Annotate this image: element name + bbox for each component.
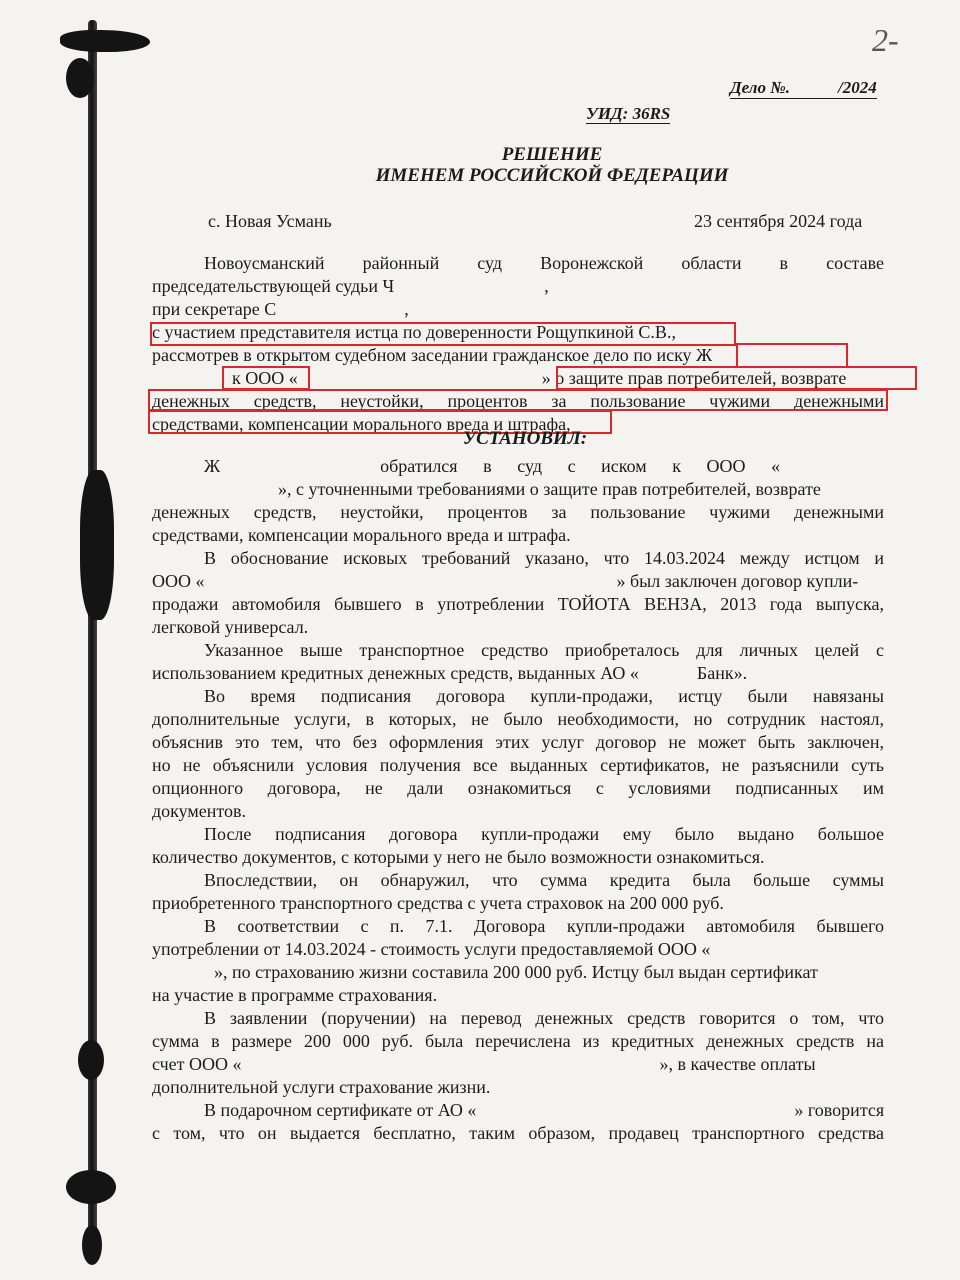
body-line: », с уточненными требованиями о защите прав потребителей, возврате bbox=[278, 479, 821, 499]
doc-subtitle: ИМЕНЕМ РОССИЙСКОЙ ФЕДЕРАЦИИ bbox=[375, 165, 729, 186]
intro-line: денежных средств, неустойки, процентов за пользование чужими денежными bbox=[152, 391, 884, 411]
intro-line: рассмотрев в открытом судебном заседании гражданское дело по иску Ж bbox=[152, 345, 713, 365]
body-line: денежных средств, неустойки, процентов за пользование чужими денежными bbox=[152, 502, 884, 522]
intro-line: Новоусманский районный суд Воронежской области в составе bbox=[204, 253, 884, 273]
body-line: средствами, компенсации морального вреда и штрафа. bbox=[152, 525, 571, 545]
scan-smudge bbox=[80, 470, 114, 620]
intro-line: к ООО « » о защите прав потребителей, возврате bbox=[232, 368, 847, 388]
body-line: но не объяснили условия получения все выданных сертификатов, не разъяснили суть bbox=[152, 755, 884, 775]
scan-smudge bbox=[66, 58, 94, 98]
body-line: объяснив это тем, что без оформления этих услуг договор не может быть заключен, bbox=[152, 732, 884, 752]
highlight-box bbox=[150, 322, 736, 346]
body-line: количество документов, с которыми у него не было возможности ознакомиться. bbox=[152, 847, 765, 867]
body-line: », по страхованию жизни составила 200 000 руб. Истцу был выдан сертификат bbox=[214, 962, 818, 982]
uid-line bbox=[586, 104, 670, 124]
scan-smudge bbox=[66, 1170, 116, 1204]
body-line: счет ООО « », в качестве оплаты bbox=[152, 1054, 816, 1074]
body-line: на участие в программе страхования. bbox=[152, 985, 438, 1005]
body-line: В соответствии с п. 7.1. Договора купли-продажи автомобиля бывшего bbox=[204, 916, 884, 936]
intro-line-highlighted: с участием представителя истца по доверенности Рощупкиной С.В., bbox=[152, 322, 676, 342]
body-line: дополнительной услуги страхование жизни. bbox=[152, 1077, 491, 1097]
date: 23 сентября 2024 года bbox=[694, 211, 863, 231]
highlight-box bbox=[148, 389, 888, 411]
body-line: Во время подписания договора купли-продажи, истцу были навязаны bbox=[204, 686, 884, 706]
intro-line: председательствующей судьи Ч , bbox=[152, 276, 549, 296]
body-line: ООО « » был заключен договор купли- bbox=[152, 571, 859, 591]
body-line: с том, что он выдается бесплатно, таким образом, продавец транспортного средства bbox=[152, 1123, 884, 1143]
corner-mark: 2- bbox=[872, 22, 899, 58]
section-heading: УСТАНОВИЛ: bbox=[462, 428, 588, 449]
body-line: В подарочном сертификате от АО « » говорится bbox=[204, 1100, 885, 1120]
place: с. Новая Усмань bbox=[208, 211, 332, 231]
body-line: В заявлении (поручении) на перевод денежных средств говорится о том, что bbox=[204, 1008, 884, 1028]
highlight-box bbox=[736, 343, 848, 368]
body-line: сумма в размере 200 000 руб. была перечислена из кредитных денежных средств на bbox=[152, 1031, 884, 1051]
intro-line: при секретаре С , bbox=[152, 299, 409, 319]
intro-line: средствами, компенсации морального вреда и штрафа, bbox=[152, 414, 571, 434]
highlight-box bbox=[222, 366, 310, 390]
doc-title: РЕШЕНИЕ bbox=[501, 144, 603, 165]
uid-prefix: УИД: 36RS bbox=[586, 104, 671, 123]
body-line: В обоснование исковых требований указано, что 14.03.2024 между истцом и bbox=[204, 548, 884, 568]
body-line: использованием кредитных денежных средств, выданных АО « Банк». bbox=[152, 663, 748, 683]
body-line: легковой универсал. bbox=[152, 617, 309, 637]
body-line: продажи автомобиля бывшего в употреблении ТОЙОТА ВЕНЗА, 2013 года выпуска, bbox=[152, 594, 884, 614]
scan-smudge bbox=[78, 1040, 104, 1080]
case-number bbox=[730, 78, 877, 99]
body-line: Ж обратился в суд с иском к ООО « bbox=[204, 456, 781, 476]
body-line: документов. bbox=[152, 801, 247, 821]
body-block bbox=[152, 455, 884, 1145]
body-line: Впоследствии, он обнаружил, что сумма кредита была больше суммы bbox=[204, 870, 884, 890]
body-line: опционного договора, не дали ознакомиться с условиями подписанных им bbox=[152, 778, 884, 798]
body-line: Указанное выше транспортное средство приобреталось для личных целей с bbox=[204, 640, 884, 660]
highlight-box bbox=[556, 366, 917, 390]
body-line: После подписания договора купли-продажи ему было выдано большое bbox=[204, 824, 884, 844]
case-year: /2024 bbox=[838, 78, 877, 97]
body-line: приобретенного транспортного средства с учета страховок на 200 000 руб. bbox=[152, 893, 724, 913]
case-prefix: Дело №. bbox=[730, 78, 791, 97]
scan-smudge bbox=[60, 30, 150, 52]
scan-smudge bbox=[82, 1225, 102, 1265]
body-line: дополнительные услуги, в которых, не было необходимости, но сотрудник настоял, bbox=[152, 709, 884, 729]
body-line: употреблении от 14.03.2024 - стоимость услуги предоставляемой ООО « bbox=[152, 939, 711, 959]
